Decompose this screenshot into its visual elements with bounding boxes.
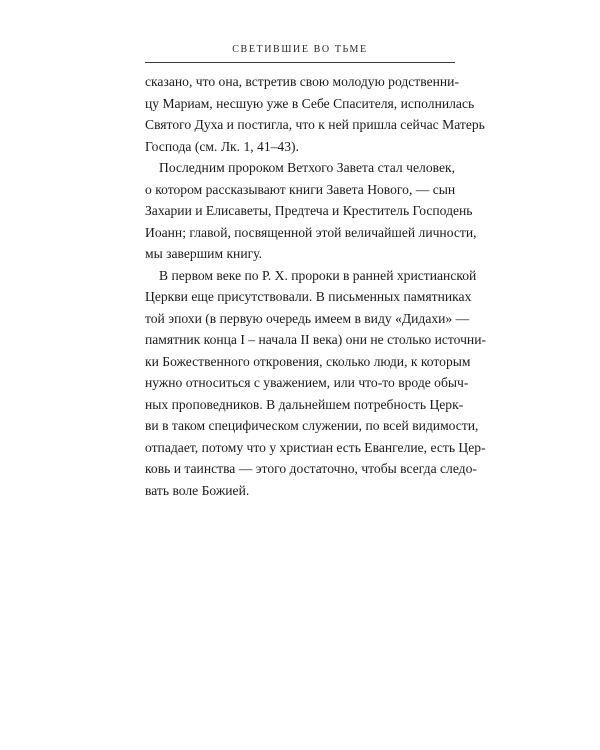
- text-line: ки Божественного откровения, сколько люди, к которым: [145, 353, 471, 369]
- header-rule: [145, 62, 455, 63]
- text-line: Церкви еще присутствовали. В письменных памятниках: [145, 289, 472, 304]
- text-line: В первом веке по Р. Х. пророки в ранней христианской: [159, 267, 477, 283]
- paragraph-1: [145, 71, 485, 157]
- text-line: Иоанн; главой, посвященной этой величайшей личности,: [145, 224, 477, 240]
- text-line: памятник конца I – начала II века) они не столько источни-: [145, 332, 487, 347]
- body-text: [145, 71, 487, 501]
- text-line: мы завершим книгу.: [145, 246, 263, 261]
- text-line: отпадает, потому что у христиан есть Евангелие, есть Цер-: [145, 439, 486, 455]
- paragraph-2: [145, 157, 477, 265]
- text-line: Захарии и Елисаветы, Предтеча и Креститель Господень: [145, 203, 473, 218]
- text-line: Последним пророком Ветхого Завета стал человек,: [159, 160, 455, 175]
- text-line: вать воле Божией.: [145, 482, 250, 498]
- text-line: Святого Духа и постигла, что к ней пришла сейчас Матерь: [145, 117, 485, 132]
- text-line: сказано, что она, встретив свою молодую родственни-: [145, 74, 459, 89]
- text-line: нужно относиться с уважением, или что-то вроде обыч-: [145, 375, 469, 390]
- text-line: Господа (см. Лк. 1, 41–43).: [145, 138, 299, 154]
- text-line: цу Мариам, несшую уже в Себе Спасителя, исполнилась: [145, 95, 475, 111]
- running-head: СВЕТИВШИЕ ВО ТЬМЕ: [232, 44, 368, 55]
- text-line: о котором рассказывают книги Завета Нового, — сын: [145, 181, 456, 197]
- text-line: ковь и таинства — этого достаточно, чтобы всегда следо-: [145, 461, 477, 476]
- paragraph-3: [145, 265, 487, 502]
- text-line: той эпохи (в первую очередь имеем в виду «Дидахи» —: [145, 310, 470, 326]
- text-line: ных проповедников. В дальнейшем потребность Церк-: [145, 396, 464, 412]
- text-line: ви в таком специфическом служении, по всей видимости,: [145, 418, 479, 433]
